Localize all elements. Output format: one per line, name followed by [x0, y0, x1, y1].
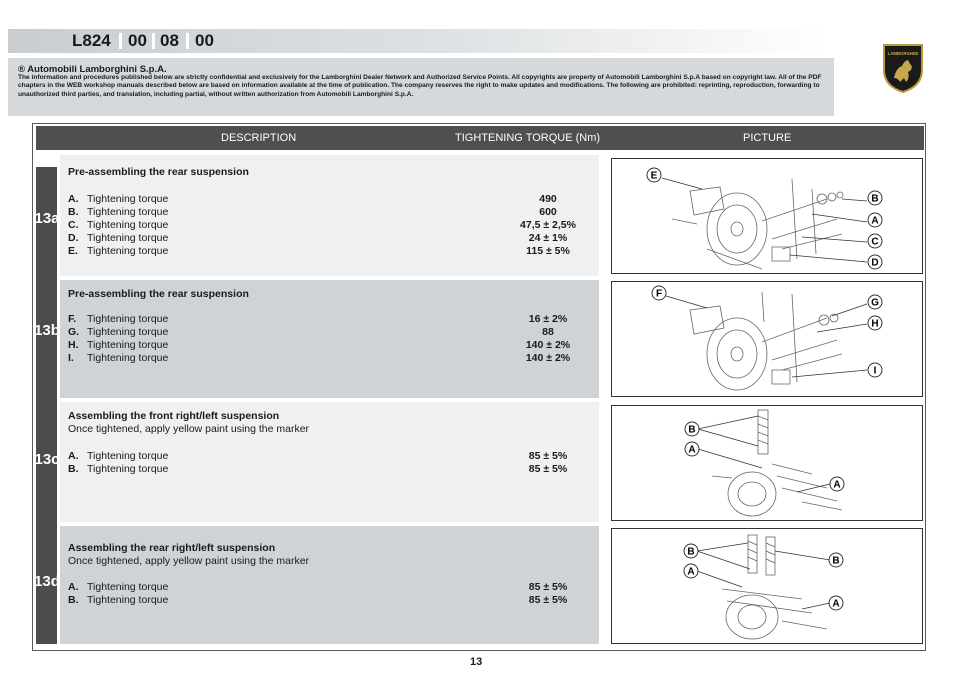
svg-text:C: C [871, 236, 879, 248]
doc-code-2: 00 [128, 31, 147, 50]
torque-item: C. Tightening torque 47,5 ± 2,5% [68, 219, 576, 231]
svg-text:G: G [871, 297, 879, 309]
step-label-13a: 13a [34, 210, 60, 227]
svg-text:A: A [832, 598, 840, 610]
row-title: Pre-assembling the rear suspension [68, 166, 249, 178]
row-title: Assembling the rear right/left suspension [68, 542, 276, 554]
svg-text:A: A [688, 444, 696, 456]
header-description: DESCRIPTION [221, 132, 297, 144]
svg-text:B: B [688, 424, 696, 436]
lamborghini-logo-icon [880, 42, 926, 94]
torque-item: B. Tightening torque 600 [68, 206, 557, 218]
page-number: 13 [470, 656, 483, 668]
torque-item: A. Tightening torque 85 ± 5% [68, 450, 568, 462]
row-title: Assembling the front right/left suspension [68, 410, 280, 422]
diagram-13c [611, 405, 923, 521]
table-row [60, 280, 599, 398]
suspension-diagram-icon [612, 282, 924, 398]
svg-text:B: B [871, 193, 879, 205]
callout-labels [684, 544, 843, 610]
torque-item: H. Tightening torque 140 ± 2% [68, 339, 571, 351]
svg-text:A: A [687, 566, 695, 578]
code-separator [152, 33, 155, 49]
svg-text:A: A [871, 215, 879, 227]
svg-text:E: E [650, 170, 658, 182]
torque-item: E. Tightening torque 115 ± 5% [68, 245, 570, 257]
doc-code-3: 08 [160, 31, 179, 50]
row-subtitle: Once tightened, apply yellow paint using the marker [68, 555, 310, 567]
header-torque: TIGHTENING TORQUE (Nm) [455, 132, 601, 144]
table-header [36, 126, 924, 150]
diagram-13a [611, 158, 923, 274]
table-row [60, 526, 599, 644]
suspension-diagram-icon [612, 529, 924, 645]
svg-text:I: I [873, 365, 877, 377]
svg-text:B: B [832, 555, 840, 567]
torque-item: A. Tightening torque 490 [68, 193, 557, 205]
torque-item: I. Tightening torque 140 ± 2% [68, 352, 571, 364]
torque-item: B. Tightening torque 85 ± 5% [68, 463, 568, 475]
callout-labels [647, 168, 882, 269]
svg-text:H: H [871, 318, 879, 330]
step-label-13c: 13c [34, 451, 60, 468]
torque-item: D. Tightening torque 24 ± 1% [68, 232, 568, 244]
header-picture: PICTURE [743, 132, 792, 144]
code-separator [119, 33, 122, 49]
row-subtitle: Once tightened, apply yellow paint using the marker [68, 423, 310, 435]
step-label-13b: 13b [34, 322, 60, 339]
svg-text:D: D [871, 257, 879, 269]
torque-item: F. Tightening torque 16 ± 2% [68, 313, 568, 325]
code-separator [186, 33, 189, 49]
torque-item: G. Tightening torque 88 [68, 326, 554, 338]
callout-labels [652, 286, 882, 377]
suspension-diagram-icon [612, 406, 924, 522]
torque-item: A. Tightening torque 85 ± 5% [68, 581, 568, 593]
table-row [60, 402, 599, 522]
svg-text:A: A [833, 479, 841, 491]
svg-text:F: F [655, 288, 663, 300]
notice-text: The information and procedures published below are strictly confidential and exclusively for the Lamborghini Dealer Network and Authorized Service Points. All copyrights are property of Automobili Lamborghini S.p.A based on copyright law. All of the PDF chapters in the WEB workshop manuals described below are based on information available at the time of publication. The company reserves the right to make updates and modifications. The following are prohibited: reprinting, reproduction, forwarding to unauthorized third parties, and translation, including partial, without written authorization from Automobili Lamborghini S.p.A. [18, 74, 822, 98]
diagram-13b [611, 281, 923, 397]
svg-text:LAMBORGHINI: LAMBORGHINI [887, 51, 919, 56]
doc-code-1: L824 [72, 31, 111, 50]
notice-title: ® Automobili Lamborghini S.p.A. [18, 64, 167, 75]
svg-text:B: B [687, 546, 695, 558]
table-row [60, 155, 599, 276]
row-title: Pre-assembling the rear suspension [68, 288, 249, 300]
diagram-13d [611, 528, 923, 644]
doc-code-4: 00 [195, 31, 214, 50]
torque-item: B. Tightening torque 85 ± 5% [68, 594, 568, 606]
step-label-13d: 13d [34, 573, 60, 590]
suspension-diagram-icon [612, 159, 924, 275]
